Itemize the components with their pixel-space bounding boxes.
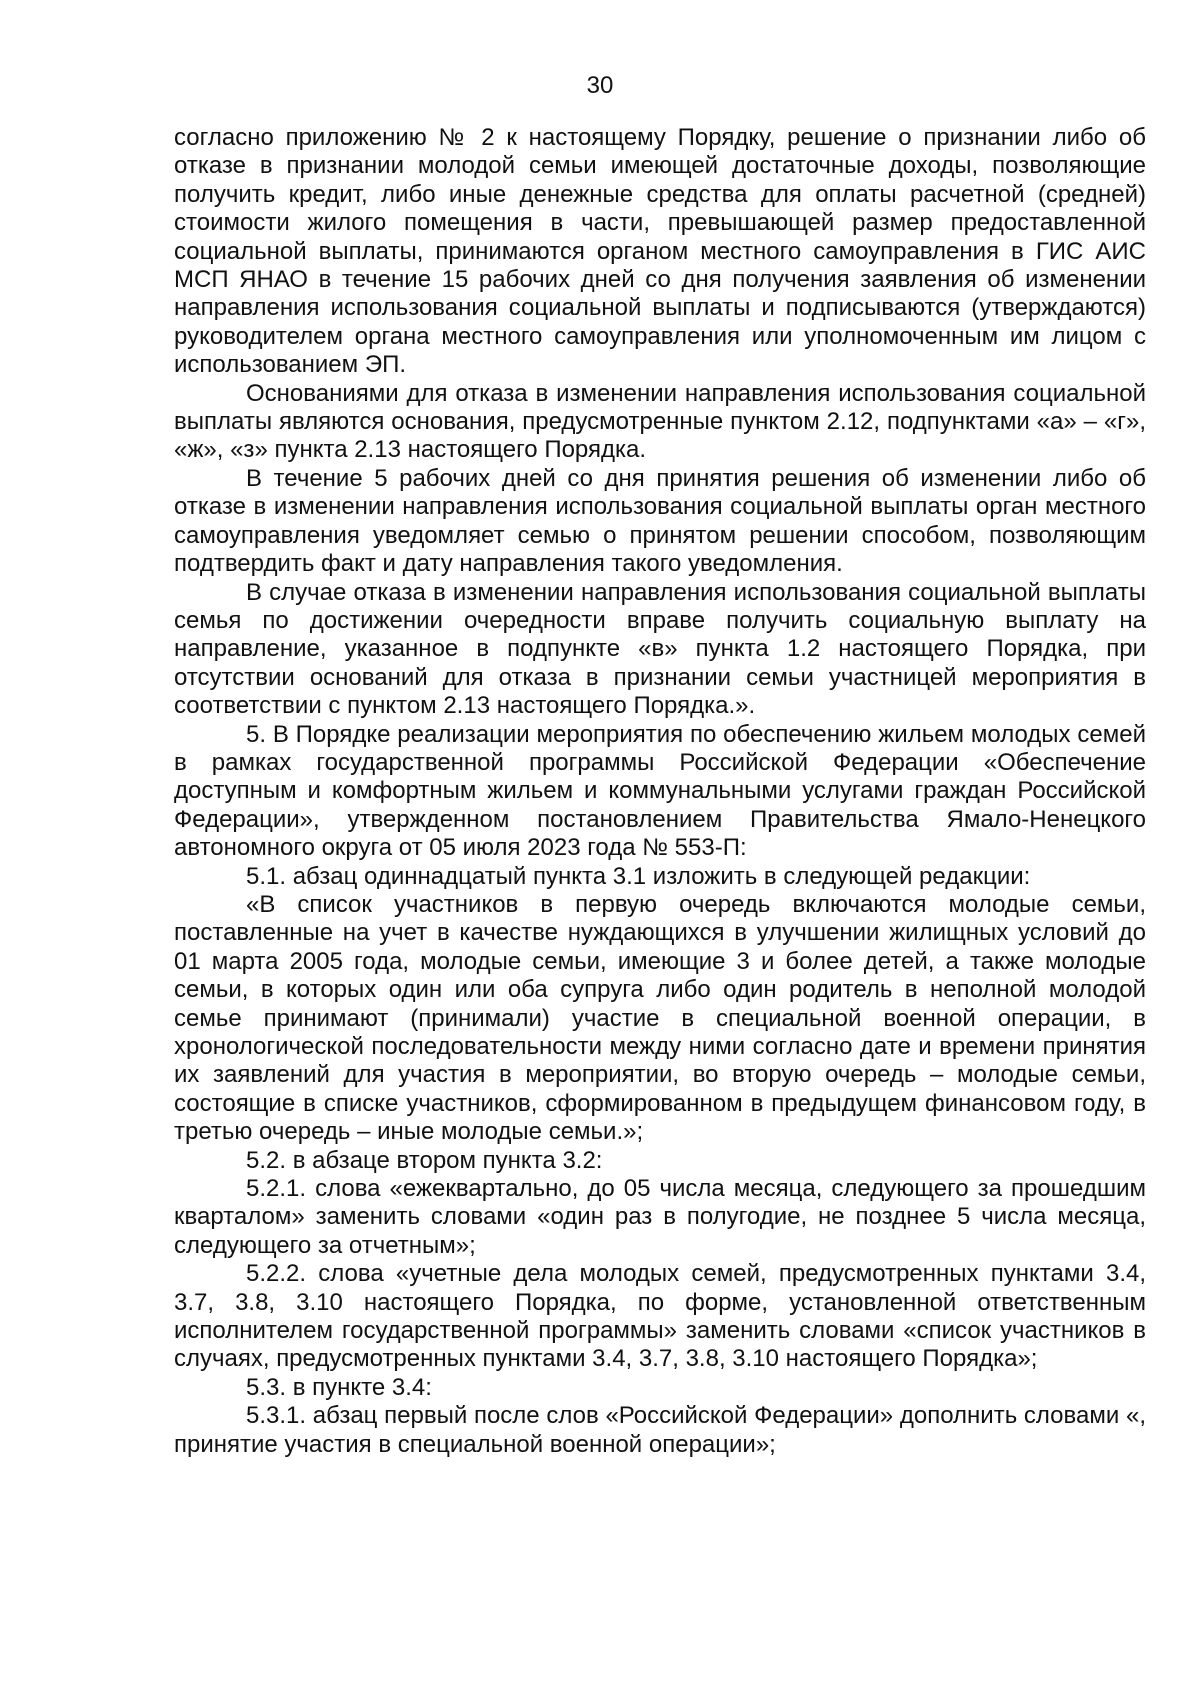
paragraph-refusal-grounds: Основаниями для отказа в изменении направления использования социальной выплаты являются основания, предусмотренные пунктом 2.12, подпунктами «а» – «г», «ж», «з» пункта 2.13 настоящего Порядка. bbox=[174, 379, 1146, 464]
document-body bbox=[174, 124, 1146, 1459]
paragraph-continuation: согласно приложению № 2 к настоящему Порядку, решение о признании либо об отказе в признании молодой семьи имеющей достаточные доходы, позволяющие получить кредит, либо иные денежные средства для оплаты расчетной (средней) стоимости жилого помещения в части, превышающей размер предоставленной социальной выплаты, принимаются органом местного самоуправления в ГИС АИС МСП ЯНАО в течение 15 рабочих дней со дня получения заявления об изменении направления использования социальной выплаты и подписываются (утверждаются) руководителем органа местного самоуправления или уполномоченным им лицом с использованием ЭП. bbox=[174, 124, 1146, 379]
paragraph-item-5-1: 5.1. абзац одиннадцатый пункта 3.1 изложить в следующей редакции: bbox=[246, 862, 1031, 890]
paragraph-item-5-2-2: 5.2.2. слова «учетные дела молодых семей, предусмотренных пунктами 3.4, 3.7, 3.8, 3.10 настоящего Порядка, по форме, установленной ответственным исполнителем государственной программы» заменить словами «список участников в случаях, предусмотренных пунктами 3.4, 3.7, 3.8, 3.10 настоящего Порядка»; bbox=[174, 1260, 1146, 1373]
paragraph-item-5: 5. В Порядке реализации мероприятия по обеспечению жильем молодых семей в рамках государственной программы Российской Федерации «Обеспечение доступным и комфортным жильем и коммунальными услугами граждан Российской Федерации», утвержденном постановлением Правительства Ямало-Ненецкого автономного округа от 05 июля 2023 года № 553-П: bbox=[174, 720, 1146, 862]
paragraph-item-5-3: 5.3. в пункте 3.4: bbox=[246, 1373, 432, 1401]
paragraph-refusal-case: В случае отказа в изменении направления использования социальной выплаты семья по достижении очередности вправе получить социальную выплату на направление, указанное в подпункте «в» пункта 1.2 настоящего Порядка, при отсутствии оснований для отказа в признании семьи участницей мероприятия в соответствии с пунктом 2.13 настоящего Порядка.». bbox=[174, 578, 1146, 720]
paragraph-item-5-2-1: 5.2.1. слова «ежеквартально, до 05 числа месяца, следующего за прошедшим кварталом» заменить словами «один раз в полугодие, не позднее 5 числа месяца, следующего за отчетным»; bbox=[174, 1175, 1146, 1259]
page-number: 30 bbox=[586, 72, 614, 99]
paragraph-notification: В течение 5 рабочих дней со дня принятия решения об изменении либо об отказе в изменении направления использования социальной выплаты орган местного самоуправления уведомляет семью о принятом решении способом, позволяющим подтвердить факт и дату направления такого уведомления. bbox=[174, 464, 1146, 578]
paragraph-quote-participants-list: «В список участников в первую очередь включаются молодые семьи, поставленные на учет в качестве нуждающихся в улучшении жилищных условий до 01 марта 2005 года, молодые семьи, имеющие 3 и более детей, а также молодые семьи, в которых один или оба супруга либо один родитель в неполной молодой семье принимают (принимали) участие в специальной военной операции, в хронологической последовательности между ними согласно дате и времени принятия их заявлений для участия в мероприятии, во вторую очередь – молодые семьи, состоящие в списке участников, сформированном в предыдущем финансовом году, в третью очередь – иные молодые семьи.»; bbox=[174, 890, 1146, 1146]
paragraph-item-5-3-1: 5.3.1. абзац первый после слов «Российской Федерации» дополнить словами «, принятие участия в специальной военной операции»; bbox=[174, 1402, 1146, 1458]
paragraph-item-5-2: 5.2. в абзаце втором пункта 3.2: bbox=[246, 1146, 603, 1174]
